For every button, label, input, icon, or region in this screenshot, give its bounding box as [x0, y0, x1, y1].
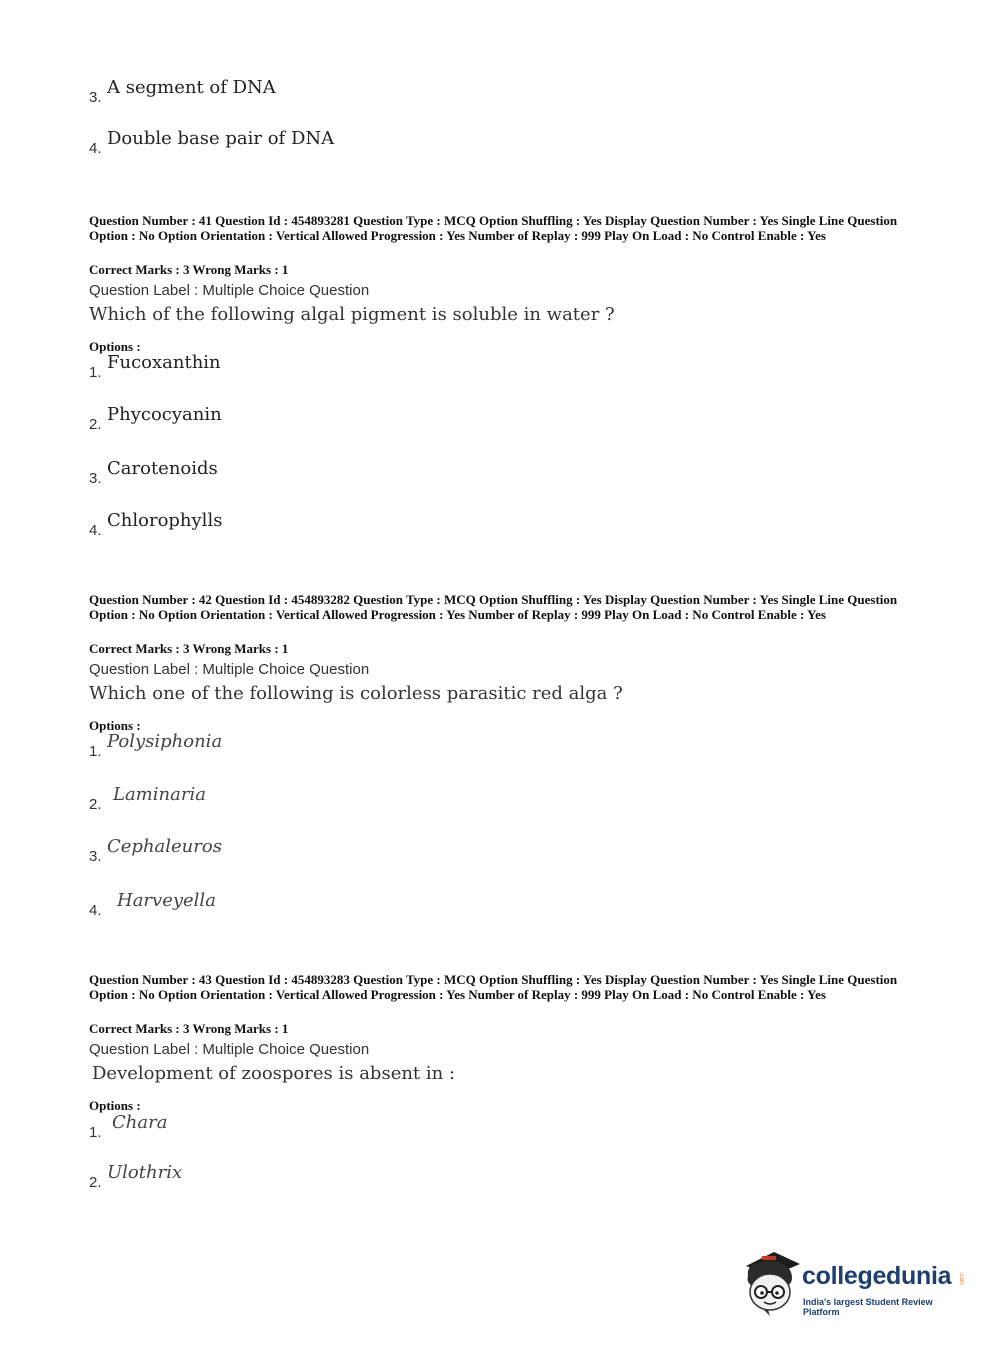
option-number: 3.: [89, 848, 102, 865]
option-item: [89, 890, 216, 919]
question-marks: Correct Marks : 3 Wrong Marks : 1: [89, 1021, 289, 1036]
question-marks: Correct Marks : 3 Wrong Marks : 1: [89, 641, 289, 656]
option-item: [89, 731, 223, 760]
option-number: 2.: [89, 1174, 102, 1191]
option-text: Chlorophylls: [107, 510, 223, 531]
option-item: [89, 1162, 183, 1191]
options-heading: Options :: [89, 1098, 141, 1113]
option-item: [89, 128, 335, 157]
option-item: [89, 77, 276, 106]
question-meta: Question Number : 42 Question Id : 454893282 Question Type : MCQ Option Shuffling : Yes Display Question Number : Yes Single Line Question Option : No Option Orientation : Vertical Allowed Progression : Yes Number of Replay : 999 Play On Load : No Control Enable : Yes: [89, 592, 898, 622]
option-number: 2.: [89, 796, 102, 813]
option-number: 4.: [89, 522, 102, 539]
option-text: Chara: [112, 1112, 168, 1133]
question-text: Development of zoospores is absent in :: [92, 1063, 456, 1084]
option-number: 1.: [89, 1124, 102, 1141]
option-text: Double base pair of DNA: [107, 128, 335, 149]
option-number: 1.: [89, 364, 102, 381]
option-number: 2.: [89, 416, 102, 433]
option-number: 3.: [89, 470, 102, 487]
question-meta: Question Number : 43 Question Id : 454893283 Question Type : MCQ Option Shuffling : Yes Display Question Number : Yes Single Line Question Option : No Option Orientation : Vertical Allowed Progression : Yes Number of Replay : 999 Play On Load : No Control Enable : Yes: [89, 972, 898, 1002]
question-label: Question Label : Multiple Choice Question: [89, 1041, 370, 1058]
option-item: [89, 784, 206, 813]
question-text: Which of the following algal pigment is soluble in water ?: [89, 304, 615, 325]
option-text: Polysiphonia: [107, 731, 223, 752]
option-item: [89, 458, 218, 487]
question-label: Question Label : Multiple Choice Question: [89, 661, 370, 678]
option-number: 3.: [89, 89, 102, 106]
option-text: Laminaria: [113, 784, 206, 805]
question-meta: Question Number : 41 Question Id : 454893281 Question Type : MCQ Option Shuffling : Yes Display Question Number : Yes Single Line Question Option : No Option Orientation : Vertical Allowed Progression : Yes Number of Replay : 999 Play On Load : No Control Enable : Yes: [89, 213, 898, 243]
option-text: Fucoxanthin: [107, 352, 221, 373]
logo-domain-suffix: .com: [958, 1272, 964, 1286]
option-number: 1.: [89, 743, 102, 760]
question-marks: Correct Marks : 3 Wrong Marks : 1: [89, 262, 289, 277]
options-heading: Options :: [89, 339, 141, 354]
option-text: Phycocyanin: [107, 404, 222, 425]
options-heading: Options :: [89, 718, 141, 733]
option-text: Cephaleuros: [107, 836, 222, 857]
option-number: 4.: [89, 140, 102, 157]
option-item: [89, 352, 221, 381]
option-item: [89, 404, 222, 433]
option-text: Carotenoids: [107, 458, 218, 479]
option-number: 4.: [89, 902, 102, 919]
option-item: [89, 510, 223, 539]
option-text: A segment of DNA: [107, 77, 276, 98]
option-text: Ulothrix: [107, 1162, 183, 1183]
option-item: [89, 1112, 168, 1141]
collegedunia-logo: [740, 1248, 970, 1320]
question-label: Question Label : Multiple Choice Question: [89, 282, 370, 299]
option-item: [89, 836, 222, 865]
question-text: Which one of the following is colorless parasitic red alga ?: [89, 683, 623, 704]
logo-tagline: India's largest Student Review Platform: [803, 1297, 933, 1317]
mascot-icon: [740, 1248, 802, 1318]
logo-brand-text: collegedunia: [802, 1262, 952, 1290]
option-text: Harveyella: [117, 890, 216, 911]
